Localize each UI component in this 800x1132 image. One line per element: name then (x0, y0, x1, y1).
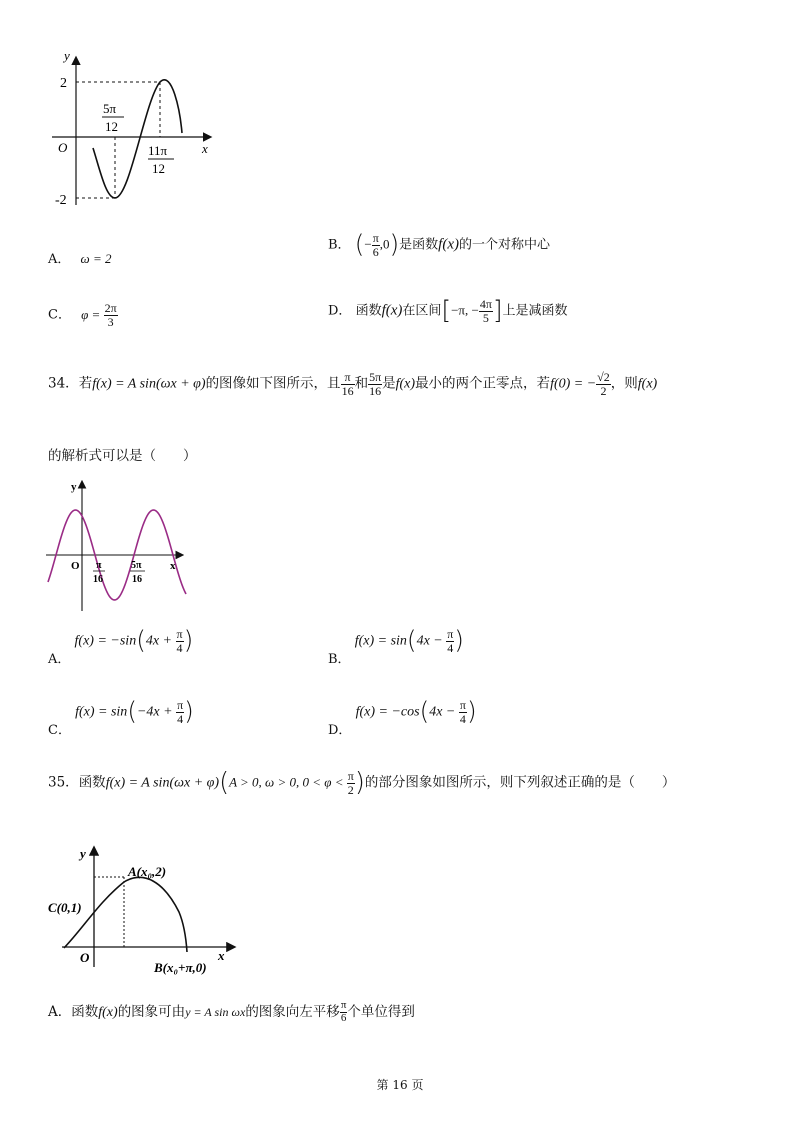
q33-option-a: A． ω = 2 (48, 251, 112, 267)
q33-option-b: B． (− $\frac{\pi}{6}$ ,0)是函数f(x)的一个对称中心 (328, 229, 550, 259)
origin-label: O (80, 950, 90, 965)
sine-curve (64, 877, 187, 952)
y-label: y (71, 481, 77, 493)
q34-option-c: C． f(x) = sin(−4x + $\frac{\pi}{4}$ ) (48, 696, 194, 738)
tick1-num: π (96, 560, 102, 571)
x-label: x (218, 948, 225, 963)
tick1-num: 5π (103, 101, 117, 116)
x-label: x (170, 560, 176, 572)
q33-option-d: D． 函数f(x)在区间[−π, − $\frac{4\pi}{5}$ ]上是减函数 (328, 295, 568, 325)
sine-curve (93, 80, 182, 198)
q34-question: 34．若f(x) = A sin(ωx + φ)的图像如下图所示，且 $\frac{\pi}{16}$ 和 $\frac{5\pi}{16}$ 是f(x)最小的两个正零点，若f(0) = − $\frac{√2}{2}$ ，则f(x) (48, 370, 658, 398)
y-neg-label: -2 (55, 193, 67, 208)
origin-label: O (71, 560, 80, 572)
point-b-label: B(x₀+π,0) (154, 960, 207, 975)
y-label: y (80, 846, 86, 861)
tick1-den: 12 (105, 119, 118, 134)
tick1-den: 16 (93, 574, 103, 585)
q34-option-d: D． f(x) = −cos(4x − $\frac{\pi}{4}$ ) (328, 696, 477, 738)
q34-question-line2: 的解析式可以是（ ） (48, 448, 197, 464)
q35-option-a: A．函数f(x)的图象可由y = A sin ωx的图象向左平移 $\frac{\pi}{6}$ 个单位得到 (48, 999, 415, 1024)
tick2-den: 16 (132, 574, 142, 585)
point-c-label: C(0,1) (48, 900, 82, 915)
q33-option-c: C． φ = $\frac{2\pi}{3}$ (48, 301, 117, 329)
tick2-den: 12 (152, 161, 165, 176)
page-footer: 第 16 页 (376, 1078, 424, 1092)
point-a-label: A(x₀,2) (128, 864, 167, 879)
tick2-num: 5π (131, 560, 142, 571)
y-pos-label: 2 (60, 76, 67, 91)
tick2-num: 11π (148, 143, 168, 158)
q34-option-a: A． f(x) = −sin(4x + $\frac{\pi}{4}$ ) (48, 625, 194, 667)
q34-graph (44, 476, 194, 616)
q35-graph (44, 842, 244, 982)
q34-option-b: B． f(x) = sin(4x − $\frac{\pi}{4}$ ) (328, 625, 464, 667)
origin-label: O (58, 140, 68, 155)
q33-graph (40, 40, 230, 215)
q35-question: 35．函数f(x) = A sin(ωx + φ)(A > 0, ω > 0, 0 < φ < $\frac{\pi}{2}$ )的部分图象如图所示，则下列叙述正确的是（ ） (48, 767, 676, 798)
x-label: x (202, 141, 208, 156)
y-label: y (64, 48, 70, 63)
